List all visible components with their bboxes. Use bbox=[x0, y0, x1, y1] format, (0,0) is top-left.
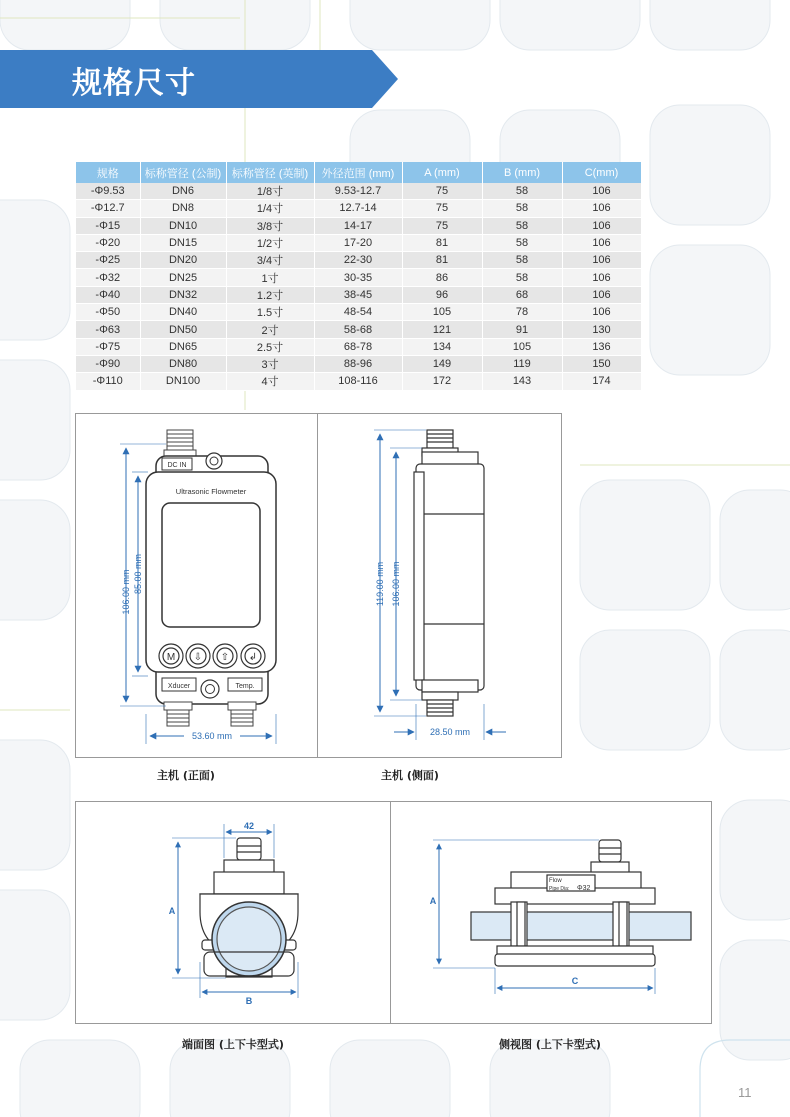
m-button-label: M bbox=[166, 652, 176, 663]
table-cell: 105 bbox=[402, 304, 482, 321]
table-cell: 96 bbox=[402, 286, 482, 303]
table-cell: -Φ12.7 bbox=[76, 200, 140, 217]
table-cell: 75 bbox=[402, 217, 482, 234]
table-cell: 58 bbox=[482, 183, 562, 200]
table-cell: 130 bbox=[562, 321, 641, 338]
table-header-cell: 标称管径 (英制) bbox=[226, 162, 314, 183]
table-cell: -Φ9.53 bbox=[76, 183, 140, 200]
table-cell: 1.5寸 bbox=[226, 304, 314, 321]
table-cell: 172 bbox=[402, 373, 482, 390]
table-cell: 1寸 bbox=[226, 269, 314, 286]
table-row bbox=[76, 373, 641, 390]
table-cell: 58 bbox=[482, 200, 562, 217]
table-cell: 30-35 bbox=[314, 269, 402, 286]
table-cell: 88-96 bbox=[314, 355, 402, 372]
table-cell: 48-54 bbox=[314, 304, 402, 321]
table-cell: DN8 bbox=[140, 200, 226, 217]
side-view-drawing bbox=[318, 414, 561, 757]
side-view-panel bbox=[317, 413, 562, 758]
table-cell: DN32 bbox=[140, 286, 226, 303]
down-button-label: ⇩ bbox=[193, 652, 203, 663]
table-cell: -Φ20 bbox=[76, 234, 140, 251]
table-cell: 22-30 bbox=[314, 252, 402, 269]
clamp-side-view-panel bbox=[390, 801, 712, 1024]
table-cell: -Φ63 bbox=[76, 321, 140, 338]
end-view-drawing bbox=[76, 802, 391, 1023]
table-cell: 134 bbox=[402, 338, 482, 355]
table-row bbox=[76, 321, 641, 338]
table-cell: 1.2寸 bbox=[226, 286, 314, 303]
temp-label: Temp. bbox=[235, 683, 255, 690]
table-row bbox=[76, 183, 641, 200]
table-cell: -Φ40 bbox=[76, 286, 140, 303]
device-label: Ultrasonic Flowmeter bbox=[175, 487, 247, 496]
table-cell: DN25 bbox=[140, 269, 226, 286]
table-row bbox=[76, 234, 641, 251]
table-cell: 58 bbox=[482, 269, 562, 286]
pipe-dia-label: Φ32 bbox=[577, 885, 591, 892]
table-row bbox=[76, 200, 641, 217]
table-header-cell: 规格 bbox=[76, 162, 140, 183]
table-cell: 3/4寸 bbox=[226, 252, 314, 269]
table-cell: 12.7-14 bbox=[314, 200, 402, 217]
table-cell: 106 bbox=[562, 234, 641, 251]
table-header-cell: A (mm) bbox=[402, 162, 482, 183]
side-dim-depth: 28.50 mm bbox=[429, 727, 471, 737]
table-cell: 1/8寸 bbox=[226, 183, 314, 200]
bottom-connectors bbox=[164, 702, 256, 726]
table-cell: 91 bbox=[482, 321, 562, 338]
dim-body-height: 85.00 mm bbox=[133, 553, 143, 595]
table-row bbox=[76, 355, 641, 372]
end-dim-b: B bbox=[245, 996, 253, 1006]
table-cell: DN100 bbox=[140, 373, 226, 390]
table-cell: 121 bbox=[402, 321, 482, 338]
table-header-row bbox=[76, 162, 641, 183]
table-cell: 149 bbox=[402, 355, 482, 372]
side-dim-total-height: 119.00 mm bbox=[375, 561, 385, 607]
dim-total-height: 106.00 mm bbox=[121, 569, 131, 615]
table-header-cell: 外径范围 (mm) bbox=[314, 162, 402, 183]
table-cell: DN65 bbox=[140, 338, 226, 355]
clamp-dim-c: C bbox=[571, 976, 579, 986]
table-cell: 105 bbox=[482, 338, 562, 355]
table-cell: 68 bbox=[482, 286, 562, 303]
end-view-caption: 端面图 (上下卡型式) bbox=[182, 1038, 284, 1051]
side-view-caption: 主机 (侧面) bbox=[381, 769, 439, 782]
table-cell: 17-20 bbox=[314, 234, 402, 251]
table-header-cell: B (mm) bbox=[482, 162, 562, 183]
table-cell: 86 bbox=[402, 269, 482, 286]
clamp-end bbox=[200, 838, 298, 977]
table-row bbox=[76, 217, 641, 234]
table-cell: 58 bbox=[482, 252, 562, 269]
flow-label: Flow bbox=[549, 878, 562, 884]
table-cell: 1/4寸 bbox=[226, 200, 314, 217]
xducer-label: Xducer bbox=[167, 683, 191, 690]
table-cell: 106 bbox=[562, 217, 641, 234]
table-cell: 68-78 bbox=[314, 338, 402, 355]
table-cell: 81 bbox=[402, 252, 482, 269]
table-cell: -Φ110 bbox=[76, 373, 140, 390]
table-row bbox=[76, 304, 641, 321]
table-cell: 58-68 bbox=[314, 321, 402, 338]
end-dim-a: A bbox=[168, 906, 176, 916]
clamp-dim-a: A bbox=[429, 896, 437, 906]
table-cell: DN10 bbox=[140, 217, 226, 234]
table-cell: 81 bbox=[402, 234, 482, 251]
pipe-dia-prefix: Pipe Dia: bbox=[549, 886, 570, 892]
table-row bbox=[76, 269, 641, 286]
table-cell: 9.53-12.7 bbox=[314, 183, 402, 200]
table-cell: 136 bbox=[562, 338, 641, 355]
table-cell: DN80 bbox=[140, 355, 226, 372]
table-cell: DN20 bbox=[140, 252, 226, 269]
table-cell: DN6 bbox=[140, 183, 226, 200]
end-dim-top: 42 bbox=[243, 821, 255, 831]
enter-button-label: ↲ bbox=[248, 652, 258, 663]
table-cell: DN15 bbox=[140, 234, 226, 251]
table-cell: 106 bbox=[562, 252, 641, 269]
table-cell: 58 bbox=[482, 217, 562, 234]
table-cell: -Φ50 bbox=[76, 304, 140, 321]
top-connector bbox=[164, 430, 196, 458]
table-cell: 174 bbox=[562, 373, 641, 390]
table-cell: 106 bbox=[562, 304, 641, 321]
table-cell: 108-116 bbox=[314, 373, 402, 390]
table-cell: 38-45 bbox=[314, 286, 402, 303]
table-cell: 2.5寸 bbox=[226, 338, 314, 355]
table-cell: -Φ90 bbox=[76, 355, 140, 372]
table-cell: -Φ15 bbox=[76, 217, 140, 234]
spec-table bbox=[76, 162, 642, 391]
table-cell: 150 bbox=[562, 355, 641, 372]
table-cell: 75 bbox=[402, 200, 482, 217]
front-view-caption: 主机 (正面) bbox=[157, 769, 215, 782]
table-cell: 106 bbox=[562, 269, 641, 286]
table-cell: 78 bbox=[482, 304, 562, 321]
table-cell: DN50 bbox=[140, 321, 226, 338]
table-cell: 4寸 bbox=[226, 373, 314, 390]
table-cell: -Φ75 bbox=[76, 338, 140, 355]
front-view-drawing bbox=[76, 414, 318, 757]
table-cell: 106 bbox=[562, 200, 641, 217]
table-header-cell: C(mm) bbox=[562, 162, 641, 183]
table-cell: 58 bbox=[482, 234, 562, 251]
side-body bbox=[414, 430, 484, 716]
table-cell: -Φ25 bbox=[76, 252, 140, 269]
clamp-side-view-caption: 侧视图 (上下卡型式) bbox=[499, 1038, 601, 1051]
table-cell: DN40 bbox=[140, 304, 226, 321]
table-cell: 3寸 bbox=[226, 355, 314, 372]
table-cell: 119 bbox=[482, 355, 562, 372]
dim-width: 53.60 mm bbox=[191, 731, 233, 741]
side-dim-body-height: 106.00 mm bbox=[391, 561, 401, 607]
page-number: 11 bbox=[738, 1085, 752, 1100]
table-cell: -Φ32 bbox=[76, 269, 140, 286]
title-banner bbox=[0, 50, 398, 108]
table-row bbox=[76, 286, 641, 303]
table-cell: 2寸 bbox=[226, 321, 314, 338]
table-cell: 75 bbox=[402, 183, 482, 200]
table-cell: 3/8寸 bbox=[226, 217, 314, 234]
clamp-side-body bbox=[471, 840, 691, 966]
banner-arrow-shape bbox=[0, 50, 398, 108]
table-cell: 14-17 bbox=[314, 217, 402, 234]
clamp-side-view-drawing bbox=[391, 802, 711, 1023]
table-cell: 106 bbox=[562, 183, 641, 200]
table-row bbox=[76, 252, 641, 269]
front-view-panel bbox=[75, 413, 319, 758]
table-cell: 1/2寸 bbox=[226, 234, 314, 251]
table-header-cell: 标称管径 (公制) bbox=[140, 162, 226, 183]
end-view-panel bbox=[75, 801, 392, 1024]
page-title: 规格尺寸 bbox=[72, 66, 196, 101]
dc-in-label: DC IN bbox=[167, 462, 187, 469]
up-button-label: ⇧ bbox=[220, 652, 230, 663]
table-cell: 143 bbox=[482, 373, 562, 390]
table-cell: 106 bbox=[562, 286, 641, 303]
table-row bbox=[76, 338, 641, 355]
